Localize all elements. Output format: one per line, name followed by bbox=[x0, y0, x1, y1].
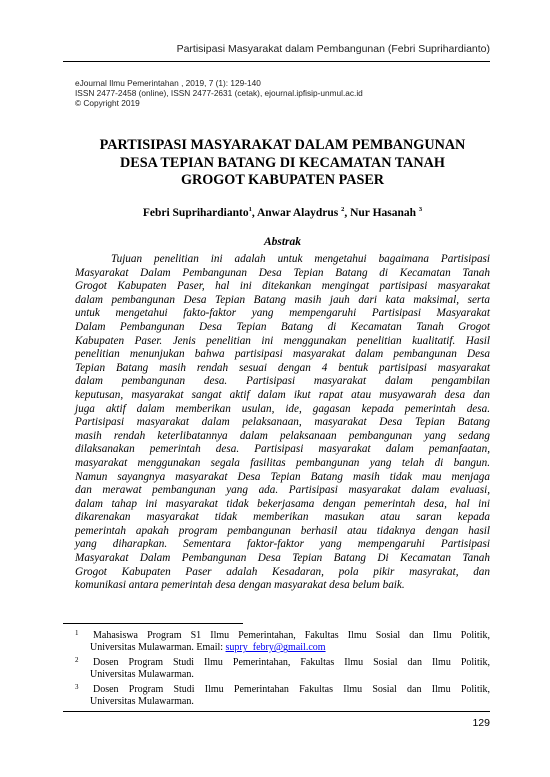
author-name: Anwar Alaydrus bbox=[256, 207, 342, 219]
footnote bbox=[75, 684, 490, 708]
footnote-continuation bbox=[75, 642, 490, 654]
page-number: 129 bbox=[472, 717, 490, 729]
author-name: Nur Hasanah bbox=[350, 207, 419, 219]
title-line: DESA TEPIAN BATANG DI KECAMATAN TANAH bbox=[120, 154, 445, 171]
abstract-line: Partisipasi masyarakat dalam pelaksanaan, masyarakat Desa Tepian Batang bbox=[75, 416, 490, 429]
abstract-line: juga aktif dalam memberikan usulan, ide, gagasan kepada pemerintah desa. bbox=[75, 402, 490, 415]
author-list bbox=[75, 206, 490, 219]
abstract-heading: Abstrak bbox=[263, 236, 302, 248]
author-email-link[interactable]: supry_febry@gmail.com bbox=[225, 642, 326, 654]
abstract-body bbox=[75, 253, 490, 593]
journal-issn: ISSN 2477-2458 (online), ISSN 2477-2631 (cetak), ejournal.ipfisip-unmul.ac.id bbox=[75, 88, 363, 99]
abstract-line: penelitian menunjukan bahwa partisipasi masyarakat dalam pembangunan Desa bbox=[75, 348, 490, 361]
footnote bbox=[75, 657, 490, 681]
abstract-line: Dalam Pembangunan Desa Tepian Batang di Kecamatan Tanah Grogot bbox=[75, 320, 490, 333]
paper-title bbox=[75, 137, 490, 190]
abstract-line: untuk mengetahui fakto-faktor yang mempengaruhi Partisipasi Masyarakat bbox=[75, 307, 490, 320]
footnote-mark: 3 bbox=[75, 682, 79, 691]
header-rule bbox=[63, 61, 490, 62]
abstract-line: keputusan, masyarakat sangat aktif dalam ikut rapat atau musyawarah desa dan bbox=[75, 388, 490, 401]
footnote-text: Mahasiswa Program S1 Ilmu Pemerintahan, Fakultas Ilmu Sosial dan Ilmu Politik, bbox=[93, 630, 490, 641]
author-separator: , bbox=[251, 207, 257, 219]
author-footnote-mark: 3 bbox=[418, 206, 423, 213]
abstract-line: dalam pembangunan desa. Partisipasi masyarakat dalam pengambilan bbox=[75, 375, 490, 388]
abstract-line: dikarenakan masyarakat tidak memberikan masukan atau saran kepada bbox=[75, 511, 490, 524]
abstract-line: dalam pembangunan Desa Tepian Batang masih jauh dari kata maksimal, serta bbox=[75, 293, 490, 306]
footnote-rule bbox=[63, 623, 243, 624]
abstract-line: masyarakat menggunakan segala fasilitas pembangunan yang telah di bangun. bbox=[75, 456, 490, 469]
footer-rule bbox=[63, 711, 490, 712]
footnote-continuation bbox=[75, 696, 490, 708]
footnote-continuation bbox=[75, 669, 490, 681]
footnote-affiliation: Universitas Mulawarman. bbox=[90, 669, 194, 681]
abstract-line: Grogot Kabupaten Paser adalah Kesadaran, pola pikir masyrakat, dan bbox=[75, 565, 490, 578]
title-line: GROGOT KABUPATEN PASER bbox=[180, 172, 385, 188]
footnote-mark: 1 bbox=[75, 629, 79, 637]
author-name: Febri Suprihardianto bbox=[142, 207, 249, 219]
author-footnote-mark: 2 bbox=[341, 206, 345, 213]
journal-copyright: © Copyright 2019 bbox=[75, 98, 140, 109]
abstract-line: Grogot Kabupaten Paser, hal ini ditekankan mengingat partisipasi masyarakat bbox=[75, 280, 490, 293]
abstract-line: Kabupaten Paser. Jenis penelitian ini menggunakan penelitian kualitatif. Hasil bbox=[75, 334, 490, 347]
abstract-line: komunikasi antara pemerintah desa dengan masyarakat desa belum baik. bbox=[75, 579, 405, 592]
author-footnote-mark: 1 bbox=[248, 206, 252, 213]
title-line: PARTISIPASI MASYARAKAT DALAM PEMBANGUNAN bbox=[99, 137, 466, 153]
abstract-line: yang diharapkan. Sementara faktor-faktor yang mempengaruhi Partisipasi bbox=[75, 538, 490, 551]
footnote-affiliation: Universitas Mulawarman. bbox=[90, 696, 194, 708]
abstract-line: Masyarakat Dalam Pembangunan Desa Tepian Batang Di Kecamatan Tanah bbox=[75, 552, 490, 565]
footnote-text: Dosen Program Studi Ilmu Pemerintahan Fakultas Ilmu Sosial dan Ilmu Politik, bbox=[93, 683, 490, 695]
abstract-line: Tepian Batang masih rendah sesuai dengan 4 bentuk partisipasi masyarakat bbox=[75, 361, 490, 374]
abstract-line: masih rendah keterlibatannya dalam pelaksanaan pembangunan yang sedang bbox=[75, 429, 490, 442]
footnote-affiliation: Universitas Mulawarman. Email: bbox=[90, 642, 226, 654]
author-separator: , bbox=[344, 207, 351, 219]
abstract-line: Masyarakat Dalam Pembangunan Desa Tepian Batang di Kecamatan Tanah bbox=[75, 266, 490, 279]
footnote bbox=[75, 630, 490, 654]
abstract-line: dan merawat pembangunan yang ada. Partisipasi masyarakat dalam evaluasi, bbox=[75, 484, 490, 497]
footnote-text: Dosen Program Studi Ilmu Pemerintahan, Fakultas Ilmu Sosial dan Ilmu Politik, bbox=[93, 656, 490, 668]
abstract-line: dilaksanakan pemerintah desa. Partisipasi masyarakat dalam pemanfaatan, bbox=[75, 443, 490, 456]
footnotes bbox=[75, 630, 490, 711]
journal-citation: eJournal Ilmu Pemerintahan , 2019, 7 (1): 129-140 bbox=[75, 78, 261, 88]
abstract-line: dalam tahap ini masyarakat tidak bekerjasama dengan pemerintah desa, hal ini bbox=[75, 497, 490, 510]
running-header: Partisipasi Masyarakat dalam Pembangunan (Febri Suprihardianto) bbox=[176, 43, 490, 55]
abstract-line: Tujuan penelitian ini adalah untuk mengetahui bagaimana Partisipasi bbox=[111, 253, 490, 265]
abstract-line: pemerintah apakah program pembangunan berhasil atau tidaknya dengan hasil bbox=[75, 524, 490, 537]
footnote-mark: 2 bbox=[75, 655, 79, 664]
journal-info bbox=[75, 78, 490, 109]
abstract-line: Namun sayangnya masyarakat Desa Tepian Batang masih tidak mau menjaga bbox=[75, 470, 490, 483]
